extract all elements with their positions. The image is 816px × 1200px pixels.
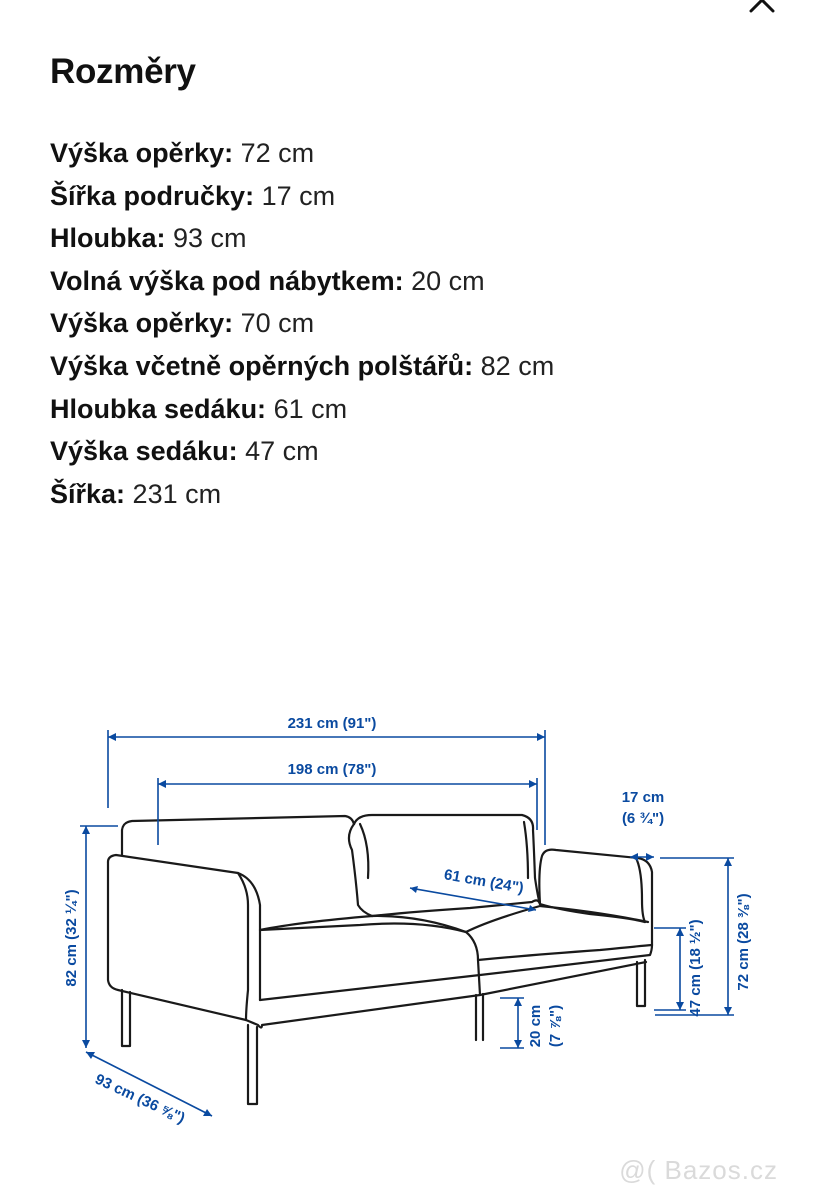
- dimension-label: Volná výška pod nábytkem:: [50, 265, 404, 296]
- dimension-label: Hloubka:: [50, 223, 166, 254]
- dimension-row: [50, 217, 554, 260]
- dimension-label: Výška opěrky:: [50, 308, 234, 339]
- dimension-value: 61 cm: [266, 393, 348, 424]
- dimension-label: Výška sedáku:: [50, 436, 238, 467]
- label-depth: 93 cm (36 ⅝"): [92, 1070, 188, 1128]
- dimensions-list: [50, 132, 554, 515]
- dimension-row: [50, 302, 554, 345]
- dimension-row: [50, 430, 554, 473]
- label-clearance-cm: 20 cm: [527, 1004, 544, 1048]
- dimension-row: [50, 260, 554, 303]
- watermark: @( Bazos.cz: [619, 1155, 778, 1185]
- page-title: Rozměry: [50, 52, 196, 91]
- label-seat-height: 47 cm (18 ½"): [687, 919, 704, 1017]
- sofa-dimension-diagram: [0, 690, 816, 1200]
- dimension-value: 47 cm: [237, 436, 319, 467]
- dimension-row: [50, 473, 554, 516]
- sofa-drawing: [108, 815, 652, 1104]
- dimension-label: Hloubka sedáku:: [50, 393, 267, 424]
- label-height-backrest: 72 cm (28 ⅜"): [735, 893, 752, 991]
- label-armrest-width-in: (6 ¾"): [621, 810, 665, 827]
- label-armrest-width-cm: 17 cm: [621, 789, 665, 806]
- dimension-label: Výška včetně opěrných polštářů:: [50, 350, 474, 381]
- label-height-cushions: 82 cm (32 ¼"): [63, 889, 80, 987]
- close-button[interactable]: [748, 0, 776, 14]
- dimension-value: 72 cm: [233, 138, 315, 168]
- dimension-value: 20 cm: [403, 265, 485, 296]
- label-width-seat: 198 cm (78"): [287, 761, 377, 778]
- label-clearance-in: (7 ⅞"): [547, 1004, 564, 1048]
- close-icon: [748, 0, 776, 14]
- label-seat-depth: 61 cm (24"): [442, 866, 525, 897]
- dimension-row: [50, 388, 554, 431]
- dimension-value: 231 cm: [125, 478, 222, 509]
- label-width-total: 231 cm (91"): [287, 715, 377, 732]
- dimension-value: 17 cm: [254, 180, 336, 211]
- dimension-value: 82 cm: [473, 350, 555, 381]
- dimension-row: [50, 132, 554, 175]
- dimension-label: Šířka područky:: [50, 180, 255, 211]
- dimension-value: 70 cm: [233, 308, 315, 339]
- dimension-value: 93 cm: [165, 223, 247, 254]
- dimension-row: [50, 175, 554, 218]
- dimension-label: Šířka:: [50, 478, 126, 509]
- dimension-label: Výška opěrky:: [50, 138, 234, 168]
- dimension-row: [50, 345, 554, 388]
